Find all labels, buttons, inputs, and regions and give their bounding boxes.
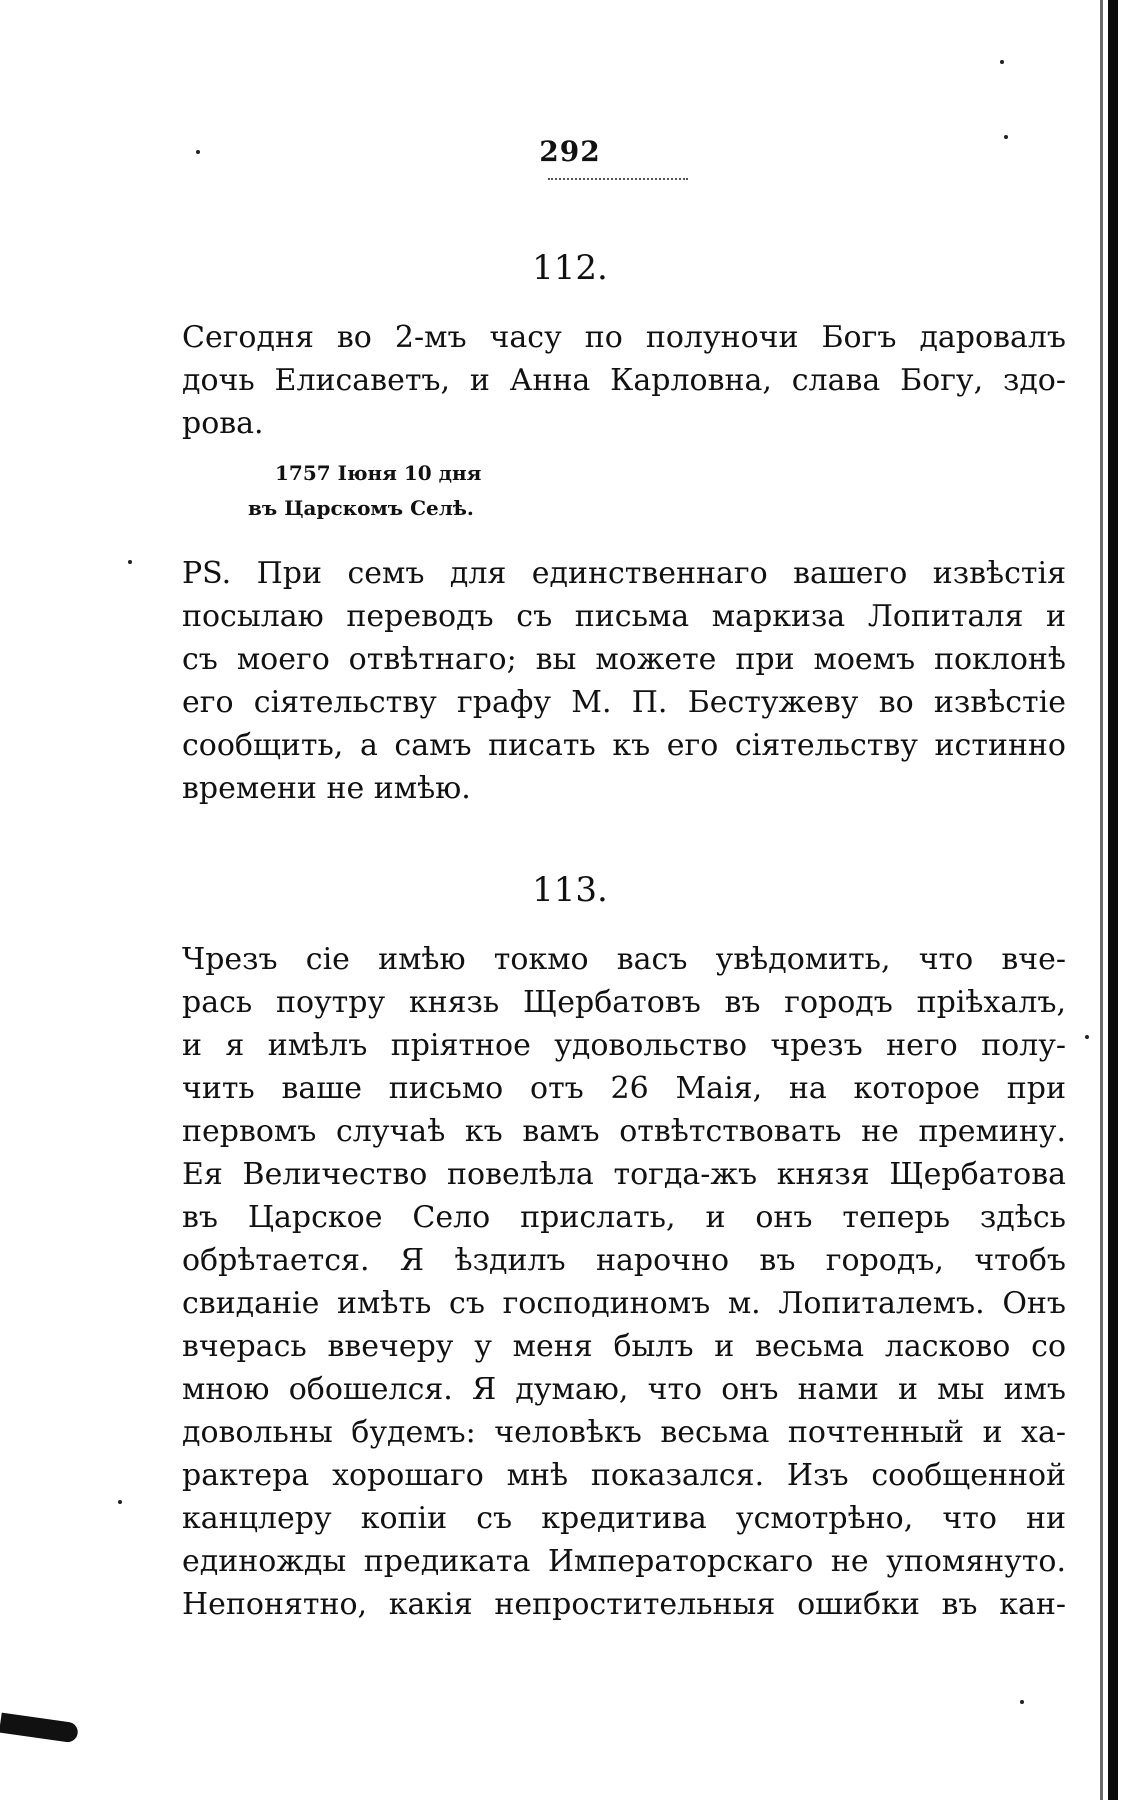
- text-line: посылаю переводъ съ письма маркиза Лопиталя и: [182, 599, 1066, 634]
- scan-speck: [118, 1500, 122, 1504]
- text-line: времени не имѣю.: [182, 771, 471, 806]
- text-line: довольны будемъ: человѣкъ весьма почтенный и ха-: [182, 1415, 1066, 1450]
- scan-smudge: [0, 1713, 79, 1744]
- text-line: вчерась ввечеру у меня былъ и весьма ласково со: [182, 1329, 1066, 1364]
- scan-speck: [128, 560, 132, 564]
- scan-speck: [1000, 60, 1004, 64]
- text-line: свиданіе имѣть съ господиномъ м. Лопиталемъ. Онъ: [182, 1286, 1066, 1321]
- entry-112-paragraph: [182, 316, 1066, 445]
- text-line: первомъ случаѣ къ вамъ отвѣтствовать не премину.: [182, 1114, 1066, 1149]
- text-line: единожды предиката Императорскаго не упомянуто.: [182, 1544, 1066, 1579]
- text-line: мною обошелся. Я думаю, что онъ нами и мы имъ: [182, 1372, 1066, 1407]
- text-line: съ моего отвѣтнаго; вы можете при моемъ поклонѣ: [182, 642, 1066, 677]
- entry-number-113: 113.: [532, 870, 608, 910]
- text-line: обрѣтается. Я ѣздилъ нарочно въ городъ, чтобъ: [182, 1243, 1066, 1278]
- text-line: сообщить, а самъ писать къ его сіятельству истинно: [182, 728, 1066, 763]
- scan-speck: [1020, 1700, 1024, 1704]
- text-line: Чрезъ сіе имѣю токмо васъ увѣдомить, что вче-: [182, 942, 1066, 977]
- dateline-date: 1757 Іюня 10 дня: [275, 461, 482, 485]
- scan-speck: [1004, 135, 1008, 139]
- page-number: 292: [539, 135, 601, 168]
- text-line: рась поутру князь Щербатовъ въ городъ пріѣхалъ,: [182, 985, 1066, 1020]
- dateline-place: въ Царскомъ Селѣ.: [248, 496, 474, 520]
- text-line: и я имѣлъ пріятное удовольство чрезъ него полу-: [182, 1028, 1066, 1063]
- text-line: канцлеру копіи съ кредитива усмотрѣно, что ни: [182, 1501, 1066, 1536]
- text-line: Сегодня во 2-мъ часу по полуночи Богъ даровалъ: [182, 320, 1066, 355]
- entry-113-paragraph: [182, 938, 1066, 1626]
- text-line: рова.: [182, 406, 264, 441]
- text-line: чить ваше письмо отъ 26 Маія, на которое при: [182, 1071, 1066, 1106]
- entry-112-postscript: [182, 552, 1066, 810]
- scan-speck: [196, 150, 200, 154]
- entry-number-112: 112.: [532, 248, 608, 288]
- page-number-rule: [548, 178, 688, 180]
- text-line: въ Царское Село прислать, и онъ теперь здѣсь: [182, 1200, 1066, 1235]
- scan-speck: [1085, 1035, 1089, 1039]
- text-line: Ея Величество повелѣла тогда-жъ князя Щербатова: [182, 1157, 1066, 1192]
- scan-edge-border: [1108, 0, 1118, 1800]
- scan-edge-shadow: [1100, 0, 1103, 1800]
- text-line: рактера хорошаго мнѣ показался. Изъ сообщенной: [182, 1458, 1066, 1493]
- text-line: дочь Елисаветъ, и Анна Карловна, слава Богу, здо-: [182, 363, 1066, 398]
- text-line: Непонятно, какія непростительныя ошибки въ кан-: [182, 1587, 1066, 1622]
- text-line: его сіятельству графу М. П. Бестужеву во извѣстіе: [182, 685, 1066, 720]
- text-line: PS. При семъ для единственнаго вашего извѣстія: [182, 556, 1066, 591]
